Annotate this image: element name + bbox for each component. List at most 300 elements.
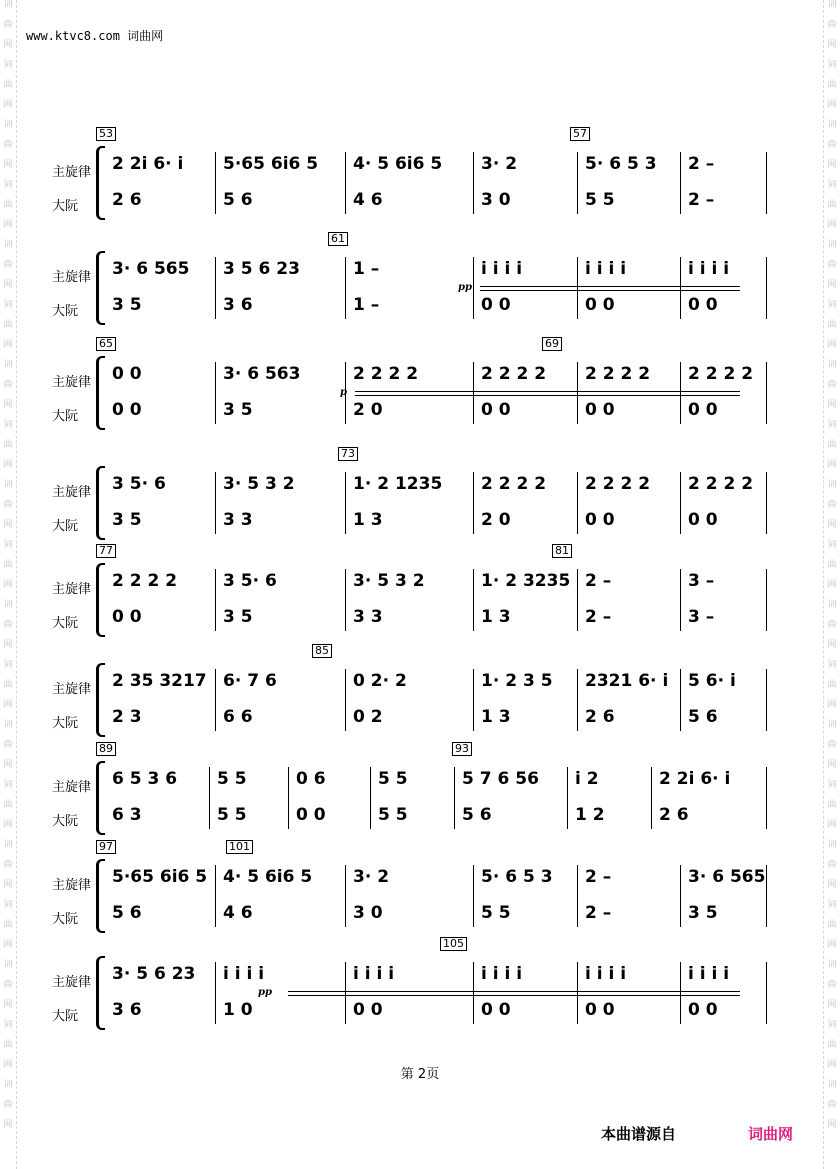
watermark-char: 曲 <box>3 440 13 450</box>
measure-number: 89 <box>96 742 116 756</box>
watermark-char: 网 <box>827 520 837 530</box>
melody-measure: 5 5 <box>217 769 247 789</box>
bar-line <box>473 569 474 631</box>
bar-line <box>345 865 346 927</box>
watermark-char: 词 <box>3 600 13 610</box>
watermark-char: 词 <box>827 1020 837 1030</box>
end-bar-line <box>766 472 767 534</box>
bar-line <box>651 767 652 829</box>
watermark-char: 曲 <box>827 80 837 90</box>
watermark-char: 曲 <box>3 980 13 990</box>
bar-line <box>473 472 474 534</box>
daruan-measure: 0 0 <box>296 805 326 825</box>
watermark-char: 网 <box>3 820 13 830</box>
watermark-char: 词 <box>3 720 13 730</box>
melody-measure: i i i i <box>688 964 730 984</box>
watermark-char: 网 <box>3 1060 13 1070</box>
bar-line <box>215 362 216 424</box>
watermark-char: 词 <box>3 120 13 130</box>
bar-line <box>680 865 681 927</box>
melody-measure: i i i i <box>223 964 265 984</box>
watermark-char: 网 <box>3 460 13 470</box>
watermark-char: 词 <box>3 0 13 10</box>
watermark-char: 网 <box>3 160 13 170</box>
melody-measure: 5· 6 5 3 <box>585 154 657 174</box>
daruan-measure: 0 0 <box>585 295 615 315</box>
watermark-char: 词 <box>827 0 837 10</box>
bar-line <box>288 767 289 829</box>
daruan-measure: 5 5 <box>217 805 247 825</box>
watermark-char: 网 <box>827 220 837 230</box>
score-system <box>0 127 840 220</box>
system-bracket <box>96 859 105 933</box>
bar-line <box>345 569 346 631</box>
daruan-measure: 4 6 <box>223 903 253 923</box>
watermark-char: 曲 <box>827 440 837 450</box>
daruan-measure: 1 3 <box>481 707 511 727</box>
part-label-daruan: 大阮 <box>52 304 79 319</box>
melody-measure: i i i i <box>585 259 627 279</box>
bar-line <box>345 257 346 319</box>
melody-measure: 2 2 2 2 <box>585 474 651 494</box>
melody-measure: 3· 6 563 <box>223 364 301 384</box>
watermark-char: 曲 <box>827 620 837 630</box>
watermark-char: 词 <box>3 1080 13 1090</box>
melody-measure: 4· 5 6i6 5 <box>353 154 443 174</box>
watermark-char: 曲 <box>3 800 13 810</box>
watermark-char: 词 <box>827 840 837 850</box>
system-bracket <box>96 146 105 220</box>
end-bar-line <box>766 569 767 631</box>
watermark-char: 曲 <box>827 680 837 690</box>
part-label-melody: 主旋律 <box>52 165 92 180</box>
melody-measure: 5 6· i <box>688 671 736 691</box>
daruan-measure: 0 0 <box>688 1000 718 1020</box>
melody-measure: 5 7 6 56 <box>462 769 539 789</box>
daruan-measure: 5 6 <box>112 903 142 923</box>
bar-line <box>345 669 346 731</box>
daruan-measure: 3 5 <box>223 400 253 420</box>
daruan-measure: 2 0 <box>353 400 383 420</box>
watermark-char: 词 <box>827 360 837 370</box>
part-label-daruan: 大阮 <box>52 519 79 534</box>
daruan-measure: 3 5 <box>112 510 142 530</box>
watermark-char: 网 <box>3 100 13 110</box>
daruan-measure: 5 6 <box>462 805 492 825</box>
watermark-char: 网 <box>827 1120 837 1130</box>
bar-line <box>370 767 371 829</box>
bar-line <box>473 152 474 214</box>
dynamic-marking: pp <box>258 987 272 998</box>
watermark-char: 曲 <box>827 380 837 390</box>
bar-line <box>215 257 216 319</box>
melody-measure: 3 – <box>688 571 715 591</box>
bar-line <box>215 962 216 1024</box>
melody-measure: 0 6 <box>296 769 326 789</box>
watermark-char: 曲 <box>3 380 13 390</box>
watermark-char: 词 <box>827 60 837 70</box>
daruan-measure: 1 3 <box>481 607 511 627</box>
watermark-char: 曲 <box>827 980 837 990</box>
daruan-measure: 0 2 <box>353 707 383 727</box>
watermark-char: 曲 <box>3 920 13 930</box>
daruan-measure: 1 0 <box>223 1000 253 1020</box>
watermark-char: 词 <box>3 660 13 670</box>
daruan-measure: 1 – <box>353 295 380 315</box>
measure-number: 69 <box>542 337 562 351</box>
daruan-measure: 3 0 <box>353 903 383 923</box>
bar-line <box>215 865 216 927</box>
melody-measure: 6· 7 6 <box>223 671 277 691</box>
daruan-measure: 1 3 <box>353 510 383 530</box>
daruan-measure: 3 0 <box>481 190 511 210</box>
melody-measure: 2 2 2 2 <box>688 474 754 494</box>
part-label-melody: 主旋律 <box>52 375 92 390</box>
site-header: www.ktvc8.com 词曲网 <box>26 29 164 43</box>
melody-measure: 3· 6 565 <box>688 867 766 887</box>
watermark-char: 网 <box>827 340 837 350</box>
part-label-daruan: 大阮 <box>52 199 79 214</box>
watermark-char: 网 <box>827 640 837 650</box>
daruan-measure: 5 6 <box>223 190 253 210</box>
daruan-measure: 5 5 <box>378 805 408 825</box>
daruan-measure: 2 – <box>585 903 612 923</box>
score-system <box>0 447 840 540</box>
watermark-char: 曲 <box>3 320 13 330</box>
daruan-measure: 0 0 <box>688 295 718 315</box>
watermark-char: 词 <box>827 780 837 790</box>
watermark-char: 词 <box>3 1020 13 1030</box>
watermark-char: 网 <box>3 340 13 350</box>
watermark-char: 网 <box>3 400 13 410</box>
bar-line <box>577 472 578 534</box>
watermark-char: 词 <box>827 540 837 550</box>
watermark-char: 曲 <box>827 860 837 870</box>
watermark-char: 曲 <box>3 740 13 750</box>
watermark-char: 网 <box>827 760 837 770</box>
part-label-daruan: 大阮 <box>52 716 79 731</box>
bar-line <box>215 472 216 534</box>
measure-number: 81 <box>552 544 572 558</box>
daruan-measure: 2 0 <box>481 510 511 530</box>
daruan-measure: 3 3 <box>223 510 253 530</box>
part-label-daruan: 大阮 <box>52 1009 79 1024</box>
melody-measure: 2 – <box>688 154 715 174</box>
part-label-daruan: 大阮 <box>52 814 79 829</box>
melody-measure: 6 5 3 6 <box>112 769 178 789</box>
watermark-char: 网 <box>3 940 13 950</box>
system-bracket <box>96 761 105 835</box>
watermark-char: 词 <box>827 240 837 250</box>
watermark-char: 曲 <box>827 800 837 810</box>
melody-measure: 1· 2 1235 <box>353 474 443 494</box>
watermark-char: 曲 <box>827 200 837 210</box>
sustain-line <box>355 391 740 396</box>
brand-logo-text: 词曲网 <box>748 1125 794 1143</box>
watermark-char: 词 <box>827 900 837 910</box>
watermark-char: 曲 <box>827 500 837 510</box>
melody-measure: 2 2i 6· i <box>659 769 731 789</box>
melody-measure: i i i i <box>353 964 395 984</box>
daruan-measure: 3 3 <box>353 607 383 627</box>
watermark-char: 词 <box>827 420 837 430</box>
bar-line <box>215 669 216 731</box>
measure-number: 73 <box>338 447 358 461</box>
watermark-char: 网 <box>827 880 837 890</box>
watermark-char: 词 <box>3 540 13 550</box>
melody-measure: 5·65 6i6 5 <box>112 867 208 887</box>
watermark-char: 词 <box>3 180 13 190</box>
part-label-melody: 主旋律 <box>52 975 92 990</box>
watermark-char: 曲 <box>827 1040 837 1050</box>
end-bar-line <box>766 362 767 424</box>
measure-number: 65 <box>96 337 116 351</box>
watermark-char: 网 <box>827 160 837 170</box>
bar-line <box>567 767 568 829</box>
melody-measure: 2 – <box>585 571 612 591</box>
bar-line <box>209 767 210 829</box>
bar-line <box>454 767 455 829</box>
measure-number: 101 <box>226 840 253 854</box>
melody-measure: 2 2 2 2 <box>585 364 651 384</box>
end-bar-line <box>766 152 767 214</box>
source-label: 本曲谱源自 <box>601 1125 677 1143</box>
daruan-measure: 3 6 <box>223 295 253 315</box>
watermark-char: 词 <box>3 420 13 430</box>
melody-measure: 3· 2 <box>353 867 390 887</box>
watermark-char: 曲 <box>3 20 13 30</box>
watermark-char: 网 <box>827 1000 837 1010</box>
watermark-char: 词 <box>3 840 13 850</box>
bar-line <box>345 472 346 534</box>
score-system <box>0 937 840 1030</box>
melody-measure: i i i i <box>688 259 730 279</box>
bar-line <box>473 257 474 319</box>
watermark-char: 词 <box>3 780 13 790</box>
watermark-char: 曲 <box>827 740 837 750</box>
watermark-char: 网 <box>3 220 13 230</box>
watermark-char: 词 <box>3 240 13 250</box>
system-bracket <box>96 563 105 637</box>
daruan-measure: 0 0 <box>112 400 142 420</box>
watermark-char: 曲 <box>827 920 837 930</box>
measure-number: 57 <box>570 127 590 141</box>
melody-measure: 0 2· 2 <box>353 671 407 691</box>
daruan-measure: 5 5 <box>585 190 615 210</box>
watermark-char: 网 <box>827 460 837 470</box>
watermark-char: 曲 <box>3 260 13 270</box>
watermark-char: 网 <box>3 280 13 290</box>
bar-line <box>473 669 474 731</box>
watermark-char: 网 <box>827 940 837 950</box>
melody-measure: 2 2 2 2 <box>481 364 547 384</box>
watermark-char: 词 <box>3 360 13 370</box>
melody-measure: 5· 6 5 3 <box>481 867 553 887</box>
score-system <box>0 337 840 430</box>
bar-line <box>345 152 346 214</box>
daruan-measure: 0 0 <box>688 510 718 530</box>
watermark-char: 曲 <box>3 140 13 150</box>
watermark-char: 网 <box>3 700 13 710</box>
melody-measure: 5·65 6i6 5 <box>223 154 319 174</box>
watermark-char: 网 <box>827 100 837 110</box>
system-bracket <box>96 466 105 540</box>
melody-measure: 2 2i 6· i <box>112 154 184 174</box>
daruan-measure: 4 6 <box>353 190 383 210</box>
daruan-measure: 2 – <box>585 607 612 627</box>
watermark-char: 曲 <box>827 20 837 30</box>
watermark-char: 词 <box>827 180 837 190</box>
measure-number: 105 <box>440 937 467 951</box>
measure-number: 93 <box>452 742 472 756</box>
daruan-measure: 6 3 <box>112 805 142 825</box>
melody-measure: 0 0 <box>112 364 142 384</box>
part-label-melody: 主旋律 <box>52 780 92 795</box>
melody-measure: 2 – <box>585 867 612 887</box>
score-system <box>0 544 840 637</box>
bar-line <box>680 152 681 214</box>
part-label-melody: 主旋律 <box>52 682 92 697</box>
page-number: 第 2页 <box>400 1067 440 1082</box>
bar-line <box>215 152 216 214</box>
bar-line <box>680 569 681 631</box>
part-label-melody: 主旋律 <box>52 878 92 893</box>
bar-line <box>577 569 578 631</box>
melody-measure: 2 2 2 2 <box>481 474 547 494</box>
melody-measure: 2321 6· i <box>585 671 669 691</box>
daruan-measure: 0 0 <box>353 1000 383 1020</box>
watermark-char: 曲 <box>3 1040 13 1050</box>
daruan-measure: 3 – <box>688 607 715 627</box>
melody-measure: i i i i <box>585 964 627 984</box>
system-bracket <box>96 251 105 325</box>
bar-line <box>473 865 474 927</box>
daruan-measure: 3 5 <box>223 607 253 627</box>
melody-measure: 2 2 2 2 <box>112 571 178 591</box>
daruan-measure: 3 6 <box>112 1000 142 1020</box>
part-label-daruan: 大阮 <box>52 912 79 927</box>
watermark-char: 词 <box>3 900 13 910</box>
sustain-line <box>288 991 740 996</box>
end-bar-line <box>766 669 767 731</box>
melody-measure: i 2 <box>575 769 599 789</box>
system-bracket <box>96 356 105 430</box>
watermark-char: 网 <box>827 280 837 290</box>
part-label-daruan: 大阮 <box>52 409 79 424</box>
watermark-char: 词 <box>827 600 837 610</box>
watermark-char: 曲 <box>827 140 837 150</box>
watermark-char: 网 <box>3 1120 13 1130</box>
watermark-char: 网 <box>827 40 837 50</box>
watermark-char: 词 <box>827 480 837 490</box>
measure-number: 97 <box>96 840 116 854</box>
watermark-char: 网 <box>3 640 13 650</box>
watermark-char: 词 <box>827 120 837 130</box>
bar-line <box>577 152 578 214</box>
part-label-daruan: 大阮 <box>52 616 79 631</box>
measure-number: 85 <box>312 644 332 658</box>
melody-measure: 3 5· 6 <box>112 474 166 494</box>
end-bar-line <box>766 962 767 1024</box>
daruan-measure: 0 0 <box>481 1000 511 1020</box>
watermark-char: 网 <box>827 700 837 710</box>
end-bar-line <box>766 257 767 319</box>
watermark-char: 词 <box>3 60 13 70</box>
watermark-char: 网 <box>3 40 13 50</box>
daruan-measure: 0 0 <box>112 607 142 627</box>
bar-line <box>215 569 216 631</box>
melody-measure: i i i i <box>481 964 523 984</box>
watermark-char: 词 <box>827 960 837 970</box>
melody-measure: 3 5· 6 <box>223 571 277 591</box>
watermark-char: 词 <box>827 1080 837 1090</box>
watermark-char: 曲 <box>827 320 837 330</box>
melody-measure: 3· 2 <box>481 154 518 174</box>
system-bracket <box>96 663 105 737</box>
watermark-char: 曲 <box>3 80 13 90</box>
watermark-char: 网 <box>827 820 837 830</box>
watermark-char: 曲 <box>3 560 13 570</box>
watermark-char: 网 <box>3 760 13 770</box>
daruan-measure: 0 0 <box>585 1000 615 1020</box>
watermark-char: 网 <box>3 520 13 530</box>
watermark-char: 曲 <box>3 860 13 870</box>
watermark-char: 网 <box>3 580 13 590</box>
measure-number: 77 <box>96 544 116 558</box>
daruan-measure: 2 6 <box>659 805 689 825</box>
daruan-measure: 5 6 <box>688 707 718 727</box>
score-system <box>0 232 840 325</box>
watermark-char: 网 <box>827 400 837 410</box>
daruan-measure: 0 0 <box>585 510 615 530</box>
sustain-line <box>480 286 740 291</box>
score-system <box>0 644 840 737</box>
melody-measure: 3 5 6 23 <box>223 259 300 279</box>
measure-number: 61 <box>328 232 348 246</box>
melody-measure: 1 – <box>353 259 380 279</box>
end-bar-line <box>766 865 767 927</box>
melody-measure: i i i i <box>481 259 523 279</box>
watermark-char: 词 <box>827 720 837 730</box>
daruan-measure: 2 3 <box>112 707 142 727</box>
watermark-char: 词 <box>3 480 13 490</box>
part-label-melody: 主旋律 <box>52 270 92 285</box>
melody-measure: 5 5 <box>378 769 408 789</box>
watermark-char: 曲 <box>827 560 837 570</box>
melody-measure: 2 2 2 2 <box>353 364 419 384</box>
watermark-char: 词 <box>3 300 13 310</box>
part-label-melody: 主旋律 <box>52 582 92 597</box>
daruan-measure: 0 0 <box>585 400 615 420</box>
part-label-melody: 主旋律 <box>52 485 92 500</box>
system-bracket <box>96 956 105 1030</box>
melody-measure: 3· 5 6 23 <box>112 964 196 984</box>
daruan-measure: 1 2 <box>575 805 605 825</box>
score-system <box>0 840 840 933</box>
melody-measure: 1· 2 3235 <box>481 571 571 591</box>
dynamic-marking: p <box>340 387 347 398</box>
daruan-measure: 3 5 <box>112 295 142 315</box>
daruan-measure: 2 6 <box>585 707 615 727</box>
daruan-measure: 0 0 <box>481 400 511 420</box>
measure-number: 53 <box>96 127 116 141</box>
daruan-measure: 3 5 <box>688 903 718 923</box>
watermark-char: 曲 <box>3 500 13 510</box>
melody-measure: 1· 2 3 5 <box>481 671 553 691</box>
daruan-measure: 6 6 <box>223 707 253 727</box>
bar-line <box>577 669 578 731</box>
end-bar-line <box>766 767 767 829</box>
